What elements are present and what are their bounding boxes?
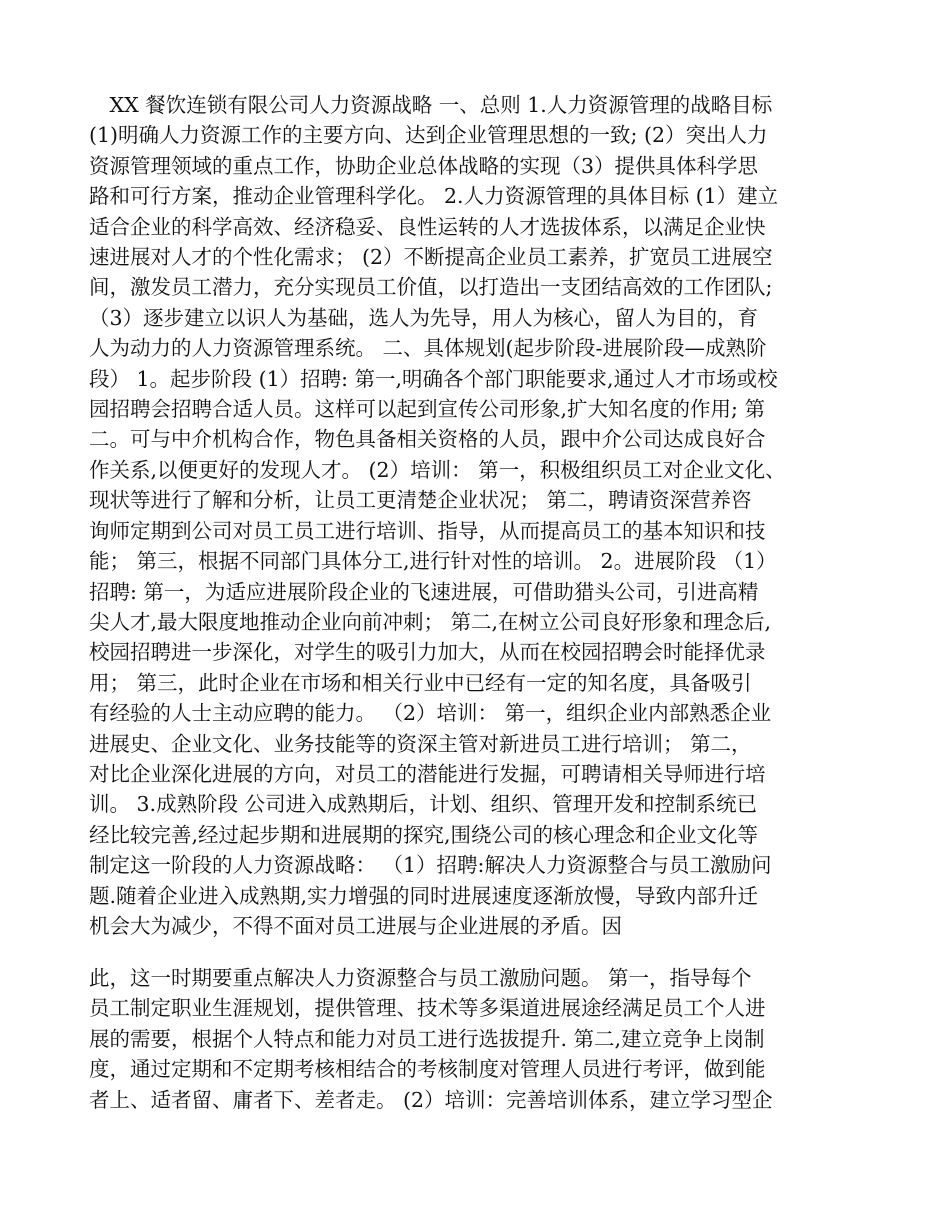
text-line: (1)明确人力资源工作的主要方向、达到企业管理思想的一致; (2）突出人力 xyxy=(89,123,768,148)
text-line: 资源管理领域的重点工作，协助企业总体战略的实现（3）提供具体科学思 xyxy=(89,153,759,178)
text-line: 经比较完善,经过起步期和进展期的探究,围绕公司的核心理念和企业文化等 xyxy=(89,822,759,847)
text-line: 适合企业的科学高效、经济稳妥、良性运转的人才选拔体系，以满足企业快 xyxy=(89,214,766,239)
text-line: 段） 1。起步阶段 (1）招聘: 第一,明确各个部门职能要求,通过人才市场或校 xyxy=(89,366,778,391)
text-line: 校园招聘进一步深化，对学生的吸引力加大，从而在校园招聘会时能择优录 xyxy=(89,640,766,665)
text-line: 有经验的人士主动应聘的能力。 （2）培训： 第一，组织企业内部熟悉企业 xyxy=(89,701,772,726)
text-line: （3）逐步建立以识人为基础，选人为先导，用人为核心，留人为目的，育 xyxy=(89,305,759,330)
text-line: 员工制定职业生涯规划，提供管理、技术等多渠道进展途经满足员工个人进 xyxy=(89,996,766,1021)
text-line: 此，这一时期要重点解决人力资源整合与员工激励问题。 第一，指导每个 xyxy=(89,966,752,990)
text-line: 作关系,以便更好的发现人才。 (2）培训： 第一，积极组织员工对企业文化、 xyxy=(89,457,786,482)
text-line: 间，激发员工潜力，充分实现员工价值，以打造出一支团结高效的工作团队; xyxy=(89,275,773,300)
text-line: 询师定期到公司对员工员工进行培训、指导，从而提高员工的基本知识和技 xyxy=(89,518,766,543)
text-line: 能； 第三，根据不同部门具体分工,进行针对性的培训。 2。进展阶段 （1） xyxy=(89,549,777,574)
text-line: 尖人才,最大限度地推动企业向前冲刺； 第二,在树立公司良好形象和理念后, xyxy=(89,609,772,634)
text-line: 对比企业深化进展的方向，对员工的潜能进行发掘，可聘请相关导师进行培 xyxy=(89,761,766,786)
body-paragraph-2 xyxy=(89,963,861,1115)
text-line: 路和可行方案，推动企业管理科学化。 2.人力资源管理的具体目标 (1）建立 xyxy=(89,184,779,209)
text-line: 训。 3.成熟阶段 公司进入成熟期后，计划、组织、管理开发和控制系统已 xyxy=(89,792,758,817)
text-line: 题.随着企业进入成熟期,实力增强的同时进展速度逐渐放慢，导致内部升迁 xyxy=(89,883,759,908)
text-line: 者上、适者留、庸者下、差者走。 (2）培训：完善培训体系，建立学习型企 xyxy=(89,1087,773,1112)
text-line: 机会大为减少，不得不面对员工进展与企业进展的矛盾。因 xyxy=(89,913,622,938)
text-line: 进展史、企业文化、业务技能等的资深主管对新进员工进行培训； 第二， xyxy=(89,731,752,756)
text-line: 度，通过定期和不定期考核相结合的考核制度对管理人员进行考评，做到能 xyxy=(89,1057,766,1082)
text-line: 展的需要，根据个人特点和能力对员工进行选拔提升. 第二,建立竞争上岗制 xyxy=(89,1026,765,1051)
text-line: 人为动力的人力资源管理系统。 二、具体规划(起步阶段-进展阶段—成熟阶 xyxy=(89,336,767,361)
text-line: 园招聘会招聘合适人员。这样可以起到宣传公司形象,扩大知名度的作用; 第 xyxy=(89,397,765,422)
text-line: 二。可与中介机构合作，物色具备相关资格的人员，跟中介公司达成良好合 xyxy=(89,427,766,452)
text-line: 招聘: 第一，为适应进展阶段企业的飞速进展，可借助猎头公司，引进高精 xyxy=(89,579,759,604)
text-line: XX 餐饮连锁有限公司人力资源战略 一、总则 1.人力资源管理的战略目标 xyxy=(89,93,773,117)
body-paragraph-1 xyxy=(89,90,861,941)
text-line: 用； 第三，此时企业在市场和相关行业中已经有一定的知名度，具备吸引 xyxy=(89,670,752,695)
text-line: 速进展对人才的个性化需求； (2）不断提高企业员工素养，扩宽员工进展空 xyxy=(89,245,773,270)
text-line: 现状等进行了解和分析，让员工更清楚企业状况； 第二，聘请资深营养咨 xyxy=(89,488,752,513)
text-line: 制定这一阶段的人力资源战略： （1）招聘:解决人力资源整合与员工激励问 xyxy=(89,853,772,878)
